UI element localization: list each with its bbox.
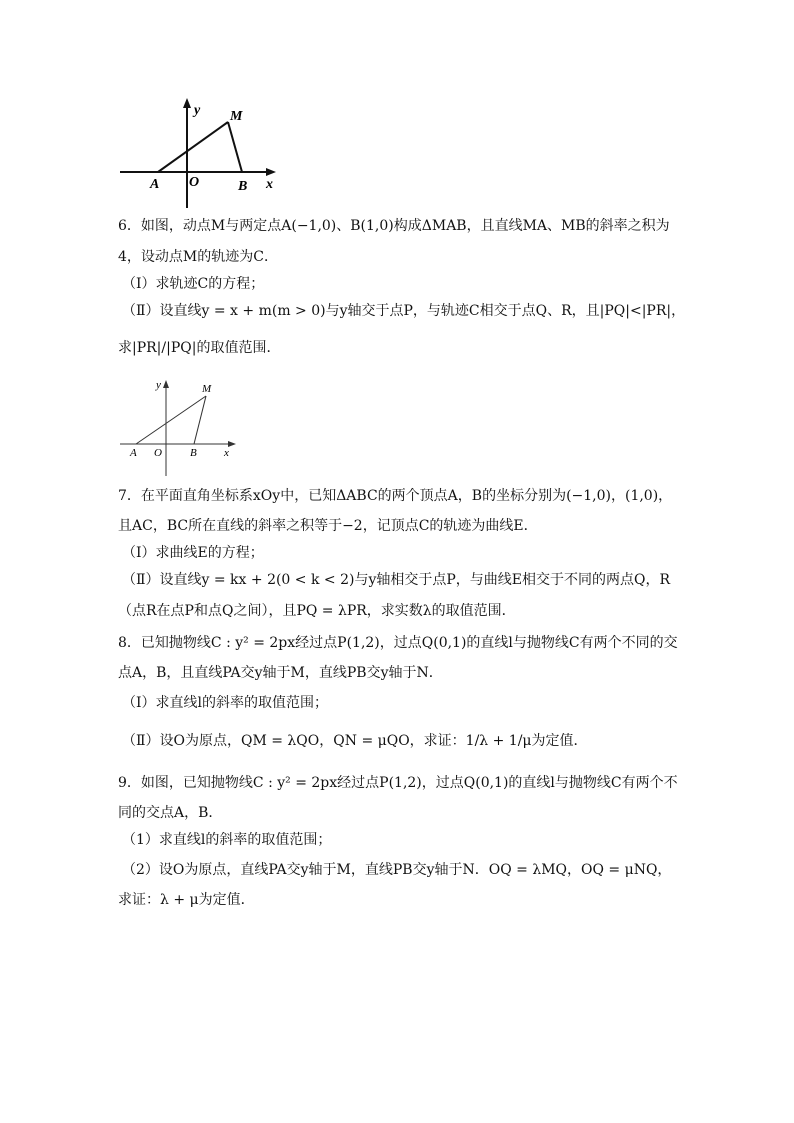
problem-6-line-1: 6．如图，动点M与两定点A(−1,0)、B(1,0)构成ΔMAB，且直线MA、MB的斜率之积为 — [118, 218, 670, 234]
label-a: A — [150, 177, 160, 192]
problem-7-part-2: （Ⅱ）设直线y = kx + 2(0 < k < 2)与y轴相交于点P，与曲线E相交于不同的两点Q，R — [122, 572, 671, 588]
label-a: A — [130, 447, 137, 459]
label-y: y — [194, 103, 201, 118]
label-o: O — [154, 447, 162, 459]
problem-9-line-5: 求证：λ + μ为定值． — [118, 892, 255, 908]
segment-mb — [228, 122, 242, 172]
problem-8-line-2: 点A，B，且直线PA交y轴于M，直线PB交y轴于N． — [118, 665, 443, 681]
label-x: x — [224, 447, 229, 459]
x-axis-arrow-icon — [266, 168, 276, 176]
problem-7-line-2: 且AC，BC所在直线的斜率之积等于−2，记顶点C的轨迹为曲线E． — [118, 518, 538, 534]
problem-7-line-1: 7．在平面直角坐标系xOy中，已知ΔABC的两个顶点A，B的坐标分别为(−1,0)，(1,0)， — [118, 488, 673, 504]
label-x: x — [266, 177, 273, 192]
problem-7-line-5: （点R在点P和点Q之间），且PQ = λPR，求实数λ的取值范围． — [118, 603, 516, 619]
problem-6-line-2: 4，设动点M的轨迹为C． — [118, 249, 278, 265]
problem-8-line-1: 8．已知抛物线C : y² = 2px经过点P(1,2)，过点Q(0,1)的直线l与抛物线C有两个不同的交 — [118, 635, 678, 651]
problem-6-part-2: （Ⅱ）设直线y = x + m(m > 0)与y轴交于点P，与轨迹C相交于点Q、R，且|PQ|<|PR|， — [122, 303, 686, 319]
problem-9-part-1: （1）求直线l的斜率的取值范围； — [122, 832, 332, 848]
problem-7-part-1: （Ⅰ）求曲线E的方程； — [122, 545, 264, 561]
label-b: B — [238, 179, 248, 194]
x-axis-arrow-icon — [228, 441, 236, 447]
problem-8-part-2: （Ⅱ）设O为原点，QM = λQO，QN = μQO，求证：1/λ + 1/μ为定值． — [122, 733, 588, 749]
y-axis-arrow-icon — [163, 380, 169, 388]
problem-9-part-2: （2）设O为原点，直线PA交y轴于M，直线PB交y轴于N．OQ = λMQ，OQ = μNQ， — [122, 862, 672, 878]
label-m: M — [230, 109, 243, 124]
problem-6-line-5: 求|PR|/|PQ|的取值范围． — [118, 340, 281, 356]
problem-9-line-1: 9．如图，已知抛物线C : y² = 2px经过点P(1,2)，过点Q(0,1)的直线l与抛物线C有两个不 — [118, 775, 678, 791]
segment-am — [158, 122, 228, 172]
figure-2-triangle-diagram — [118, 376, 242, 478]
label-y: y — [156, 379, 161, 391]
label-b: B — [190, 447, 197, 459]
problem-8-part-1: （Ⅰ）求直线l的斜率的取值范围； — [122, 695, 329, 711]
problem-9-line-2: 同的交点A，B． — [118, 805, 223, 821]
problem-6-part-1: （Ⅰ）求轨迹C的方程； — [122, 276, 265, 292]
label-o: O — [189, 175, 200, 190]
y-axis-arrow-icon — [183, 98, 191, 108]
label-m: M — [202, 383, 212, 395]
figure-1-triangle-diagram — [118, 96, 288, 212]
